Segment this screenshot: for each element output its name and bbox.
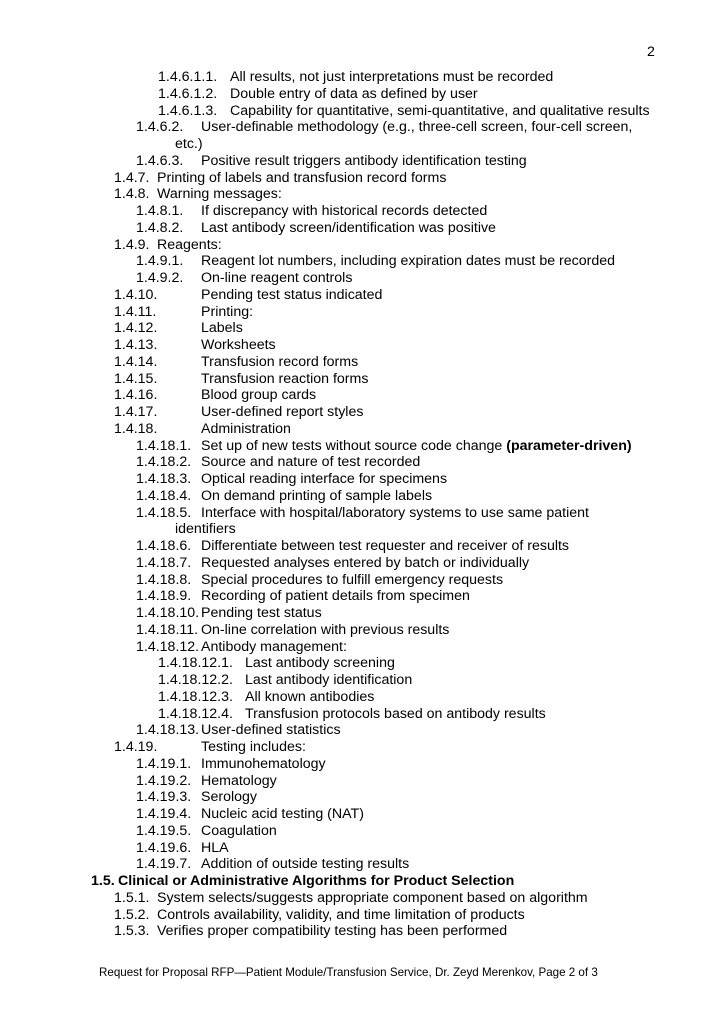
item-text: etc.): [175, 136, 203, 152]
item-number: 1.4.19.5.: [136, 822, 192, 839]
list-item: [0, 773, 724, 790]
item-number: 1.4.19.7.: [136, 856, 192, 873]
item-text: Set up of new tests without source code change (parameter-driven): [201, 437, 632, 454]
list-item: [0, 789, 724, 806]
item-number: 1.4.19.4.: [136, 806, 192, 822]
item-number: 1.4.12.: [114, 320, 158, 337]
item-number: 1.4.6.3.: [136, 152, 184, 169]
list-item: [0, 923, 724, 940]
item-text: Pending test status indicated: [201, 286, 383, 303]
item-number: 1.4.18.1.: [136, 437, 192, 454]
item-text: Testing includes:: [201, 739, 306, 755]
list-item: [0, 253, 724, 270]
page-number: 2: [647, 44, 655, 60]
item-text: Last antibody screen/identification was positive: [201, 219, 496, 236]
outline-list: [0, 69, 724, 940]
list-item: [0, 186, 724, 203]
list-item: [0, 722, 724, 739]
list-item: [0, 572, 724, 589]
item-text: identifiers: [175, 521, 236, 538]
item-text: Optical reading interface for specimens: [201, 471, 448, 487]
item-number: 1.4.18.3.: [136, 471, 192, 487]
item-text: Interface with hospital/laboratory systems to use same patient: [201, 504, 589, 521]
item-text: Warning messages:: [157, 186, 282, 203]
item-number: 1.4.19.1.: [136, 755, 192, 772]
list-item: [0, 438, 724, 455]
section-heading: [0, 873, 724, 890]
list-item: [0, 220, 724, 237]
item-text: Last antibody identification: [245, 672, 413, 688]
item-text: Printing:: [201, 303, 254, 320]
list-item-continuation: [0, 136, 724, 153]
item-number: 1.4.8.: [114, 186, 150, 203]
item-text: Last antibody screening: [245, 655, 395, 672]
item-text: On-line correlation with previous results: [201, 621, 450, 638]
list-item: [0, 505, 724, 522]
list-item: [0, 404, 724, 421]
item-number: 1.4.15.: [114, 370, 158, 387]
item-number: 1.4.9.1.: [136, 253, 184, 270]
item-number: 1.4.18.10.: [136, 605, 200, 621]
section-title: Clinical or Administrative Algorithms for Product Selection: [118, 873, 515, 889]
list-item: [0, 555, 724, 572]
list-item: [0, 203, 724, 220]
list-item: [0, 170, 724, 187]
item-number: 1.5.1.: [114, 889, 150, 906]
item-text: Transfusion protocols based on antibody results: [245, 705, 546, 722]
item-text: Coagulation: [201, 822, 277, 839]
item-text: Recording of patient details from specimen: [201, 588, 470, 605]
item-number: 1.4.8.2.: [136, 219, 184, 236]
item-number: 1.4.19.2.: [136, 772, 192, 789]
item-number: 1.4.18.12.: [136, 638, 200, 655]
item-number: 1.4.18.2.: [136, 454, 192, 471]
list-item: [0, 119, 724, 136]
list-item: [0, 354, 724, 371]
item-number: 1.4.18.8.: [136, 571, 192, 588]
item-number: 1.4.7.: [114, 169, 150, 186]
item-number: 1.4.10.: [114, 286, 158, 303]
item-text: Labels: [201, 320, 243, 337]
list-item: [0, 304, 724, 321]
item-text: Printing of labels and transfusion record forms: [157, 169, 447, 186]
list-item: [0, 756, 724, 773]
list-item: [0, 605, 724, 622]
list-item: [0, 890, 724, 907]
item-text: Serology: [201, 789, 257, 806]
list-item: [0, 689, 724, 706]
list-item: [0, 488, 724, 505]
item-number: 1.4.14.: [114, 353, 158, 370]
item-text: Hematology: [201, 772, 277, 789]
item-number: 1.4.19.6.: [136, 839, 192, 856]
list-item: [0, 287, 724, 304]
list-item: [0, 237, 724, 254]
item-number: 1.4.19.: [114, 739, 158, 755]
item-text: Reagents:: [157, 236, 222, 253]
list-item: [0, 840, 724, 857]
item-text: Positive result triggers antibody identification testing: [201, 152, 527, 169]
item-number: 1.4.9.: [114, 236, 150, 253]
item-text: All known antibodies: [245, 688, 375, 705]
item-number: 1.4.17.: [114, 404, 158, 420]
item-text: Source and nature of test recorded: [201, 454, 421, 471]
list-item: [0, 270, 724, 287]
item-text: Antibody management:: [201, 638, 347, 655]
list-item: [0, 856, 724, 873]
item-text: User-defined statistics: [201, 722, 341, 739]
list-item-continuation: [0, 521, 724, 538]
item-text: Administration: [201, 420, 291, 437]
item-number: 1.5.3.: [114, 923, 150, 940]
item-number: 1.4.18.12.3.: [158, 688, 233, 705]
list-item: [0, 320, 724, 337]
item-text: On-line reagent controls: [201, 270, 353, 286]
list-item: [0, 538, 724, 555]
item-number: 1.4.18.7.: [136, 554, 192, 571]
list-item: [0, 153, 724, 170]
list-item: [0, 371, 724, 388]
item-number: 1.4.18.11.: [136, 621, 199, 638]
list-item: [0, 337, 724, 354]
list-item: [0, 806, 724, 823]
page-footer: Request for Proposal RFP—Patient Module/Transfusion Service, Dr. Zeyd Merenkov, Page 2 of 3: [99, 966, 598, 979]
item-text: On demand printing of sample labels: [201, 487, 433, 504]
list-item: [0, 588, 724, 605]
item-text: Special procedures to fulfill emergency requests: [201, 571, 504, 588]
item-text: Differentiate between test requester and receiver of results: [201, 538, 570, 554]
item-number: 1.4.18.12.4.: [158, 705, 233, 722]
item-number: 1.4.18.4.: [136, 487, 192, 504]
item-number: 1.4.9.2.: [136, 270, 184, 286]
item-text: Nucleic acid testing (NAT): [201, 806, 364, 822]
item-text: Immunohematology: [201, 755, 326, 772]
item-number: 1.4.8.1.: [136, 203, 184, 219]
list-item: [0, 706, 724, 723]
item-text: User-definable methodology (e.g., three-cell screen, four-cell screen,: [201, 119, 633, 136]
item-text: Blood group cards: [201, 387, 317, 404]
item-text: HLA: [201, 839, 229, 856]
list-item: [0, 739, 724, 756]
item-text: Worksheets: [201, 337, 276, 353]
list-item: [0, 454, 724, 471]
item-text: Transfusion record forms: [201, 353, 359, 370]
item-number: 1.4.6.1.3.: [158, 102, 218, 119]
item-number: 1.5.2.: [114, 906, 150, 923]
list-item: [0, 672, 724, 689]
item-number: 1.4.18.: [114, 420, 158, 437]
list-item: [0, 655, 724, 672]
item-text: Transfusion reaction forms: [201, 370, 369, 387]
list-item: [0, 387, 724, 404]
list-item: [0, 622, 724, 639]
list-item: [0, 86, 724, 103]
item-number: 1.4.18.12.2.: [158, 672, 233, 688]
item-text: All results, not just interpretations must be recorded: [230, 69, 554, 85]
emphasis-text: (parameter-driven): [506, 437, 632, 454]
item-text: Reagent lot numbers, including expiration dates must be recorded: [201, 253, 616, 270]
item-text: System selects/suggests appropriate component based on algorithm: [157, 889, 588, 906]
list-item: [0, 639, 724, 656]
item-text: Verifies proper compatibility testing has been performed: [157, 923, 508, 940]
item-text: If discrepancy with historical records detected: [201, 203, 488, 219]
item-number: 1.4.6.1.1.: [158, 69, 218, 85]
item-number: 1.4.13.: [114, 337, 158, 353]
list-item: [0, 907, 724, 924]
item-number: 1.4.18.5.: [136, 504, 192, 521]
item-number: 1.4.18.12.1.: [158, 655, 233, 672]
item-number: 1.4.11.: [114, 303, 157, 320]
item-text: Capability for quantitative, semi-quantitative, and qualitative results: [230, 102, 650, 119]
list-item: [0, 69, 724, 86]
item-number: 1.4.16.: [114, 387, 158, 404]
item-text: Addition of outside testing results: [201, 856, 410, 873]
item-text: Controls availability, validity, and time limitation of products: [157, 906, 525, 923]
list-item: [0, 823, 724, 840]
item-text: Pending test status: [201, 605, 322, 621]
item-number: 1.4.6.2.: [136, 119, 184, 136]
item-text: Requested analyses entered by batch or individually: [201, 554, 530, 571]
item-number: 1.4.18.13.: [136, 722, 200, 739]
item-number: 1.4.19.3.: [136, 789, 192, 806]
item-number: 1.4.18.9.: [136, 588, 192, 605]
item-number: 1.4.6.1.2.: [158, 85, 218, 102]
section-number: 1.5.: [91, 873, 115, 889]
item-number: 1.4.18.6.: [136, 538, 192, 554]
list-item: [0, 471, 724, 488]
list-item: [0, 421, 724, 438]
item-text: Double entry of data as defined by user: [230, 85, 478, 102]
item-text: User-defined report styles: [201, 404, 364, 420]
list-item: [0, 103, 724, 120]
